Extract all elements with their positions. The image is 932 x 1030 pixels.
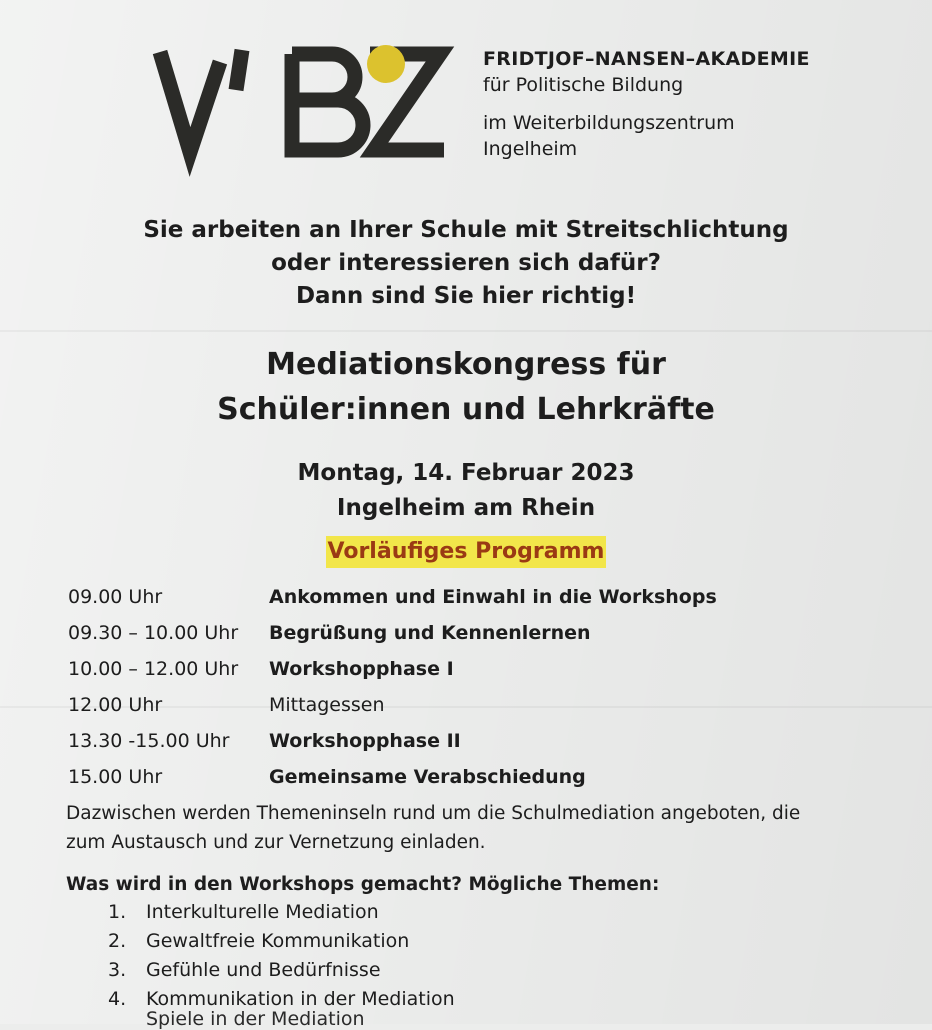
program-heading: Vorläufiges Programm	[326, 536, 607, 568]
cut-off-list-item	[146, 1008, 376, 1030]
schedule-row	[68, 654, 888, 690]
schedule-row	[68, 726, 888, 762]
schedule-activity: Workshopphase I	[269, 658, 454, 680]
list-number: 3.	[108, 959, 127, 981]
logo-dot	[367, 45, 405, 83]
schedule-activity: Gemeinsame Verabschiedung	[269, 766, 586, 788]
schedule-time: 09.30 – 10.00 Uhr	[68, 622, 239, 644]
list-text: Gefühle und Bedürfnisse	[146, 959, 381, 981]
logo-letter-w	[160, 52, 220, 152]
schedule-row	[68, 618, 888, 654]
paragraph-line: zum Austausch und zur Vernetzung einladen.	[66, 832, 486, 853]
logo-letter-b	[292, 54, 363, 150]
schedule-time: 15.00 Uhr	[68, 766, 163, 788]
org-location-line2: Ingelheim	[483, 138, 578, 160]
list-text: Gewaltfreie Kommunikation	[146, 930, 410, 952]
logo-apostrophe	[236, 50, 242, 90]
title-line: Mediationskongress für	[266, 347, 666, 382]
workshops-heading: Was wird in den Workshops gemacht? Mögliche Themen:	[66, 874, 660, 895]
list-number: 2.	[108, 930, 127, 952]
list-number: 4.	[108, 988, 127, 1010]
org-name: FRIDTJOF–NANSEN–AKADEMIE	[483, 48, 810, 70]
schedule-time: 12.00 Uhr	[68, 694, 163, 716]
intro-line: Sie arbeiten an Ihrer Schule mit Streitschlichtung	[143, 217, 789, 243]
org-subtitle: für Politische Bildung	[483, 74, 684, 96]
info-paragraph	[66, 799, 896, 857]
schedule-time: 09.00 Uhr	[68, 586, 163, 608]
schedule-activity: Workshopphase II	[269, 730, 461, 752]
schedule-activity: Begrüßung und Kennenlernen	[269, 622, 591, 644]
event-title	[0, 342, 932, 432]
event-place: Ingelheim am Rhein	[336, 495, 596, 521]
schedule-time: 10.00 – 12.00 Uhr	[68, 658, 239, 680]
organization-block	[483, 46, 810, 162]
event-date: Montag, 14. Februar 2023	[297, 460, 635, 486]
schedule-table	[68, 582, 888, 798]
intro-line: Dann sind Sie hier richtig!	[295, 283, 637, 309]
schedule-activity: Mittagessen	[269, 694, 385, 716]
cut-off-text: Spiele in der Mediation	[146, 1008, 365, 1030]
list-number: 1.	[108, 901, 127, 923]
list-text: Interkulturelle Mediation	[146, 901, 379, 923]
paragraph-line: Dazwischen werden Themeninseln rund um die Schulmediation angeboten, die	[66, 803, 801, 824]
intro-text	[0, 214, 932, 313]
schedule-row	[68, 762, 888, 798]
wbz-logo	[152, 40, 452, 165]
intro-line: oder interessieren sich dafür?	[271, 250, 661, 276]
title-line: Schüler:innen und Lehrkräfte	[217, 392, 715, 427]
list-text: Kommunikation in der Mediation	[146, 988, 455, 1010]
schedule-row	[68, 690, 888, 726]
org-location-line1: im Weiterbildungszentrum	[483, 112, 735, 134]
paper-crease	[0, 330, 932, 332]
program-heading-wrap	[0, 536, 932, 568]
schedule-row	[68, 582, 888, 618]
event-details	[0, 456, 932, 526]
schedule-activity: Ankommen und Einwahl in die Workshops	[269, 586, 717, 608]
schedule-time: 13.30 -15.00 Uhr	[68, 730, 230, 752]
